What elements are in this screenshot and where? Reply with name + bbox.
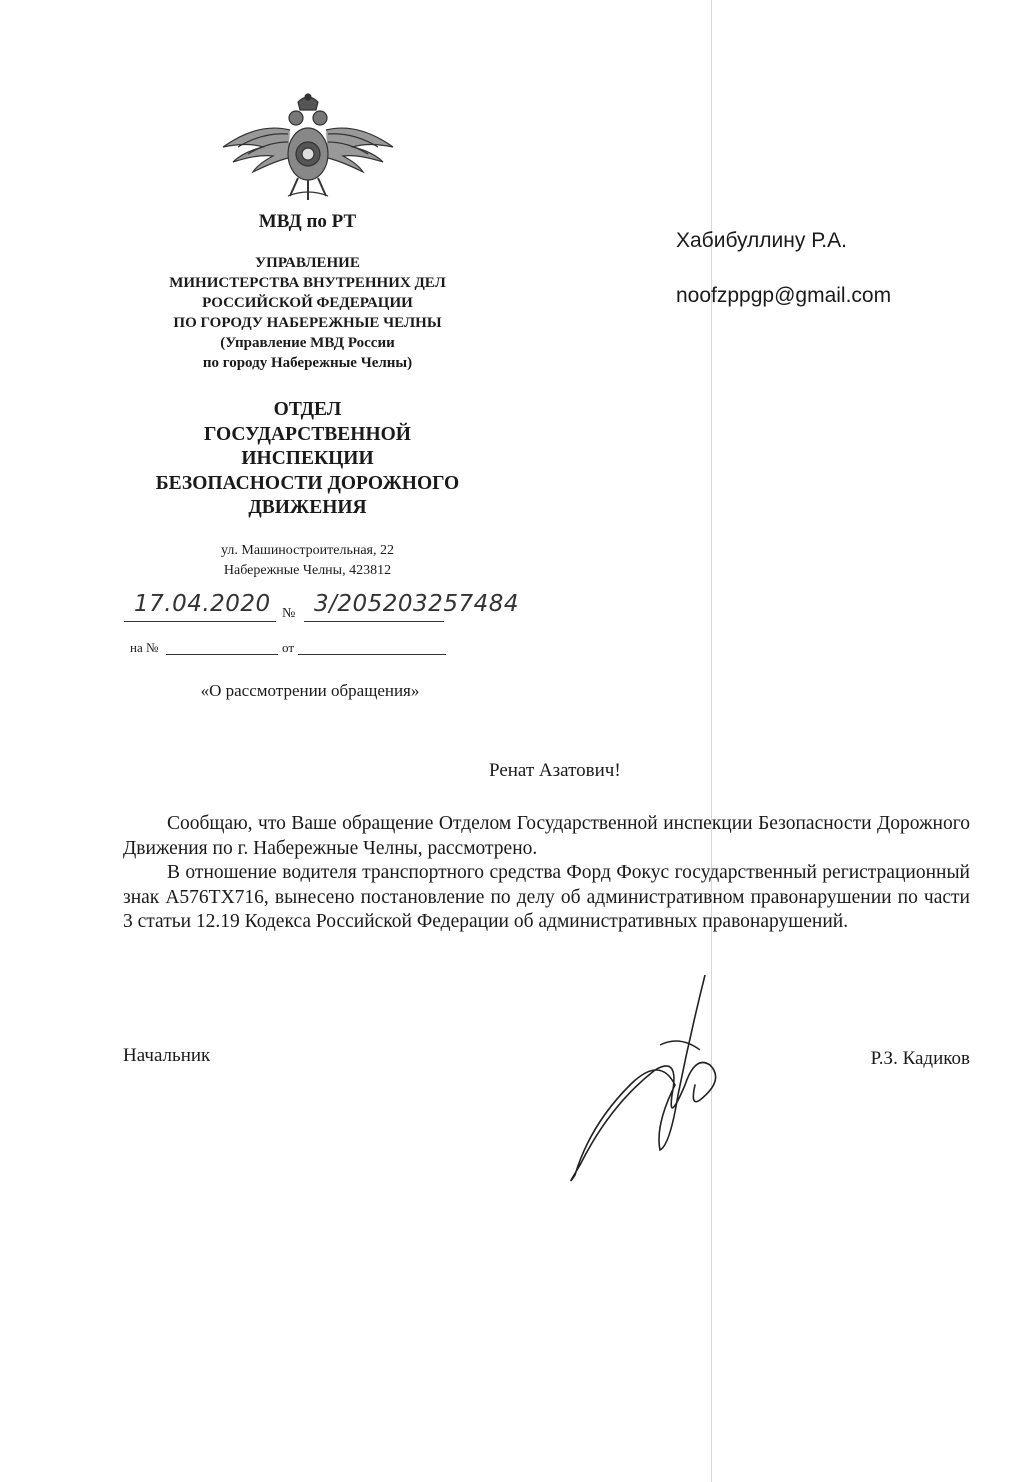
mvd-eagle-emblem-icon (218, 92, 398, 202)
salutation: Ренат Азатович! (489, 760, 621, 781)
ref-number-underline (166, 654, 278, 655)
department-line: ГОСУДАРСТВЕННОЙ (204, 423, 411, 445)
number-underline (304, 621, 444, 622)
registration-date: 17.04.2020 (134, 591, 271, 617)
department-address (110, 541, 505, 581)
ref-number-label: на № (130, 640, 159, 655)
org-full-line: по городу Набережные Челны) (202, 355, 413, 371)
department-line: ИНСПЕКЦИИ (241, 448, 374, 469)
registration-line (124, 591, 524, 631)
department-line: ДВИЖЕНИЯ (248, 497, 367, 518)
address-line: ул. Машиностроительная, 22 (221, 543, 394, 558)
addressee-email: noofzppgp@gmail.com (676, 284, 892, 307)
body-paragraph: Сообщаю, что Ваше обращение Отделом Государственной инспекции Безопасности Дорожного Движения по г. Набережные Челны, рассмотрено. (123, 813, 970, 859)
handwritten-signature (560, 975, 730, 1185)
org-full-line: УПРАВЛЕНИЕ (255, 255, 360, 271)
body-paragraph: В отношение водителя транспортного средства Форд Фокус государственный регистрационный знак А576ТХ716, вынесено постановление по делу об административном правонарушении по части 3 статьи 12.19 Кодекса Российской Федерации об административных правонарушений. (123, 862, 970, 932)
letter-body (123, 812, 970, 935)
address-line: Набережные Челны, 423812 (223, 563, 392, 578)
department-line: ОТДЕЛ (273, 399, 342, 420)
department-name (110, 398, 505, 521)
department-line: БЕЗОПАСНОСТИ ДОРОЖНОГО (155, 472, 460, 494)
org-full-line: РОССИЙСКОЙ ФЕДЕРАЦИИ (202, 295, 413, 311)
org-full-name (110, 253, 505, 373)
letter-subject: «О рассмотрении обращения» (200, 681, 420, 700)
scan-fold-line (711, 0, 712, 1482)
reference-line (130, 640, 450, 660)
signatory-position: Начальник (123, 1045, 211, 1066)
ref-from-label: от (282, 640, 295, 655)
date-underline (124, 621, 276, 622)
ref-from-underline (298, 654, 446, 655)
org-short-name: МВД по РТ (258, 211, 357, 232)
registration-number: 3/205203257484 (314, 591, 519, 617)
signatory-name: Р.З. Кадиков (870, 1048, 970, 1069)
org-full-line: (Управление МВД России (220, 335, 395, 351)
org-full-line: ПО ГОРОДУ НАБЕРЕЖНЫЕ ЧЕЛНЫ (173, 315, 442, 331)
registration-number-label: № (282, 606, 296, 621)
addressee-name: Хабибуллину Р.А. (676, 229, 847, 252)
org-full-line: МИНИСТЕРСТВА ВНУТРЕННИХ ДЕЛ (169, 275, 446, 291)
